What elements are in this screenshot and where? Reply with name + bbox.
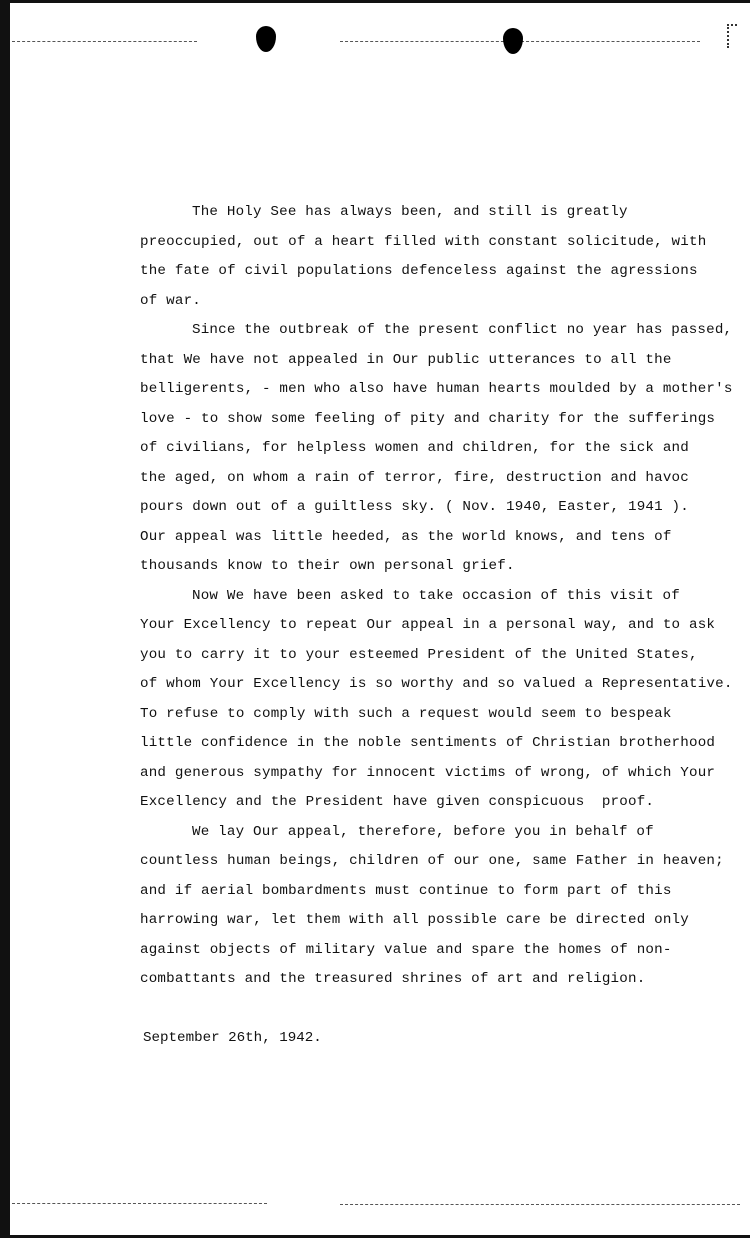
paragraph	[140, 582, 740, 818]
text-line: Now We have been asked to take occasion of this visit of	[192, 587, 680, 604]
text-line: of whom Your Excellency is so worthy and so valued a Representative.	[140, 676, 733, 692]
text-line: We lay Our appeal, therefore, before you in behalf of	[192, 823, 654, 840]
text-line: of civilians, for helpless women and children, for the sick and	[140, 440, 689, 456]
letter-body	[140, 198, 740, 995]
text-line: countless human beings, children of our one, same Father in heaven;	[140, 853, 724, 869]
paragraph	[140, 316, 740, 582]
text-line: that We have not appealed in Our public utterances to all the	[140, 351, 672, 368]
text-line: little confidence in the noble sentiments of Christian brotherhood	[140, 735, 716, 751]
text-line: the aged, on whom a rain of terror, fire, destruction and havoc	[140, 469, 689, 486]
text-line: The Holy See has always been, and still is greatly	[192, 204, 628, 220]
punch-hole	[503, 28, 523, 54]
text-line: and if aerial bombardments must continue to form part of this	[140, 882, 672, 899]
text-line: harrowing war, let them with all possible care be directed only	[140, 912, 689, 928]
text-line: of war.	[140, 292, 201, 309]
text-line: Since the outbreak of the present conflict no year has passed,	[192, 322, 733, 338]
punch-hole	[256, 26, 276, 52]
text-line: belligerents, - men who also have human hearts moulded by a mother's	[140, 381, 733, 397]
top-margin-line	[12, 41, 197, 42]
text-line: thousands know to their own personal grief.	[140, 558, 515, 574]
paragraph	[140, 198, 740, 316]
scan-edge-left	[0, 0, 10, 1238]
bottom-margin-line	[340, 1204, 740, 1205]
text-line: Our appeal was little heeded, as the world knows, and tens of	[140, 528, 672, 545]
text-line: To refuse to comply with such a request would seem to bespeak	[140, 705, 672, 722]
bottom-margin-line	[12, 1203, 267, 1204]
paragraph	[140, 818, 740, 995]
text-line: combattants and the treasured shrines of art and religion.	[140, 971, 646, 987]
text-line: against objects of military value and spare the homes of non-	[140, 941, 672, 958]
scan-edge-top	[0, 0, 750, 3]
text-line: Your Excellency to repeat Our appeal in a personal way, and to ask	[140, 617, 716, 633]
text-line: you to carry it to your esteemed President of the United States,	[140, 646, 698, 663]
letter-date: September 26th, 1942.	[143, 1030, 322, 1046]
corner-mark	[727, 24, 737, 48]
text-line: pours down out of a guiltless sky. ( Nov. 1940, Easter, 1941 ).	[140, 499, 689, 515]
text-line: preoccupied, out of a heart filled with constant solicitude, with	[140, 233, 707, 250]
text-line: the fate of civil populations defenceless against the agressions	[140, 263, 698, 279]
text-line: Excellency and the President have given conspicuous proof.	[140, 794, 655, 810]
text-line: love - to show some feeling of pity and charity for the sufferings	[140, 410, 716, 427]
text-line: and generous sympathy for innocent victims of wrong, of which Your	[140, 764, 716, 781]
